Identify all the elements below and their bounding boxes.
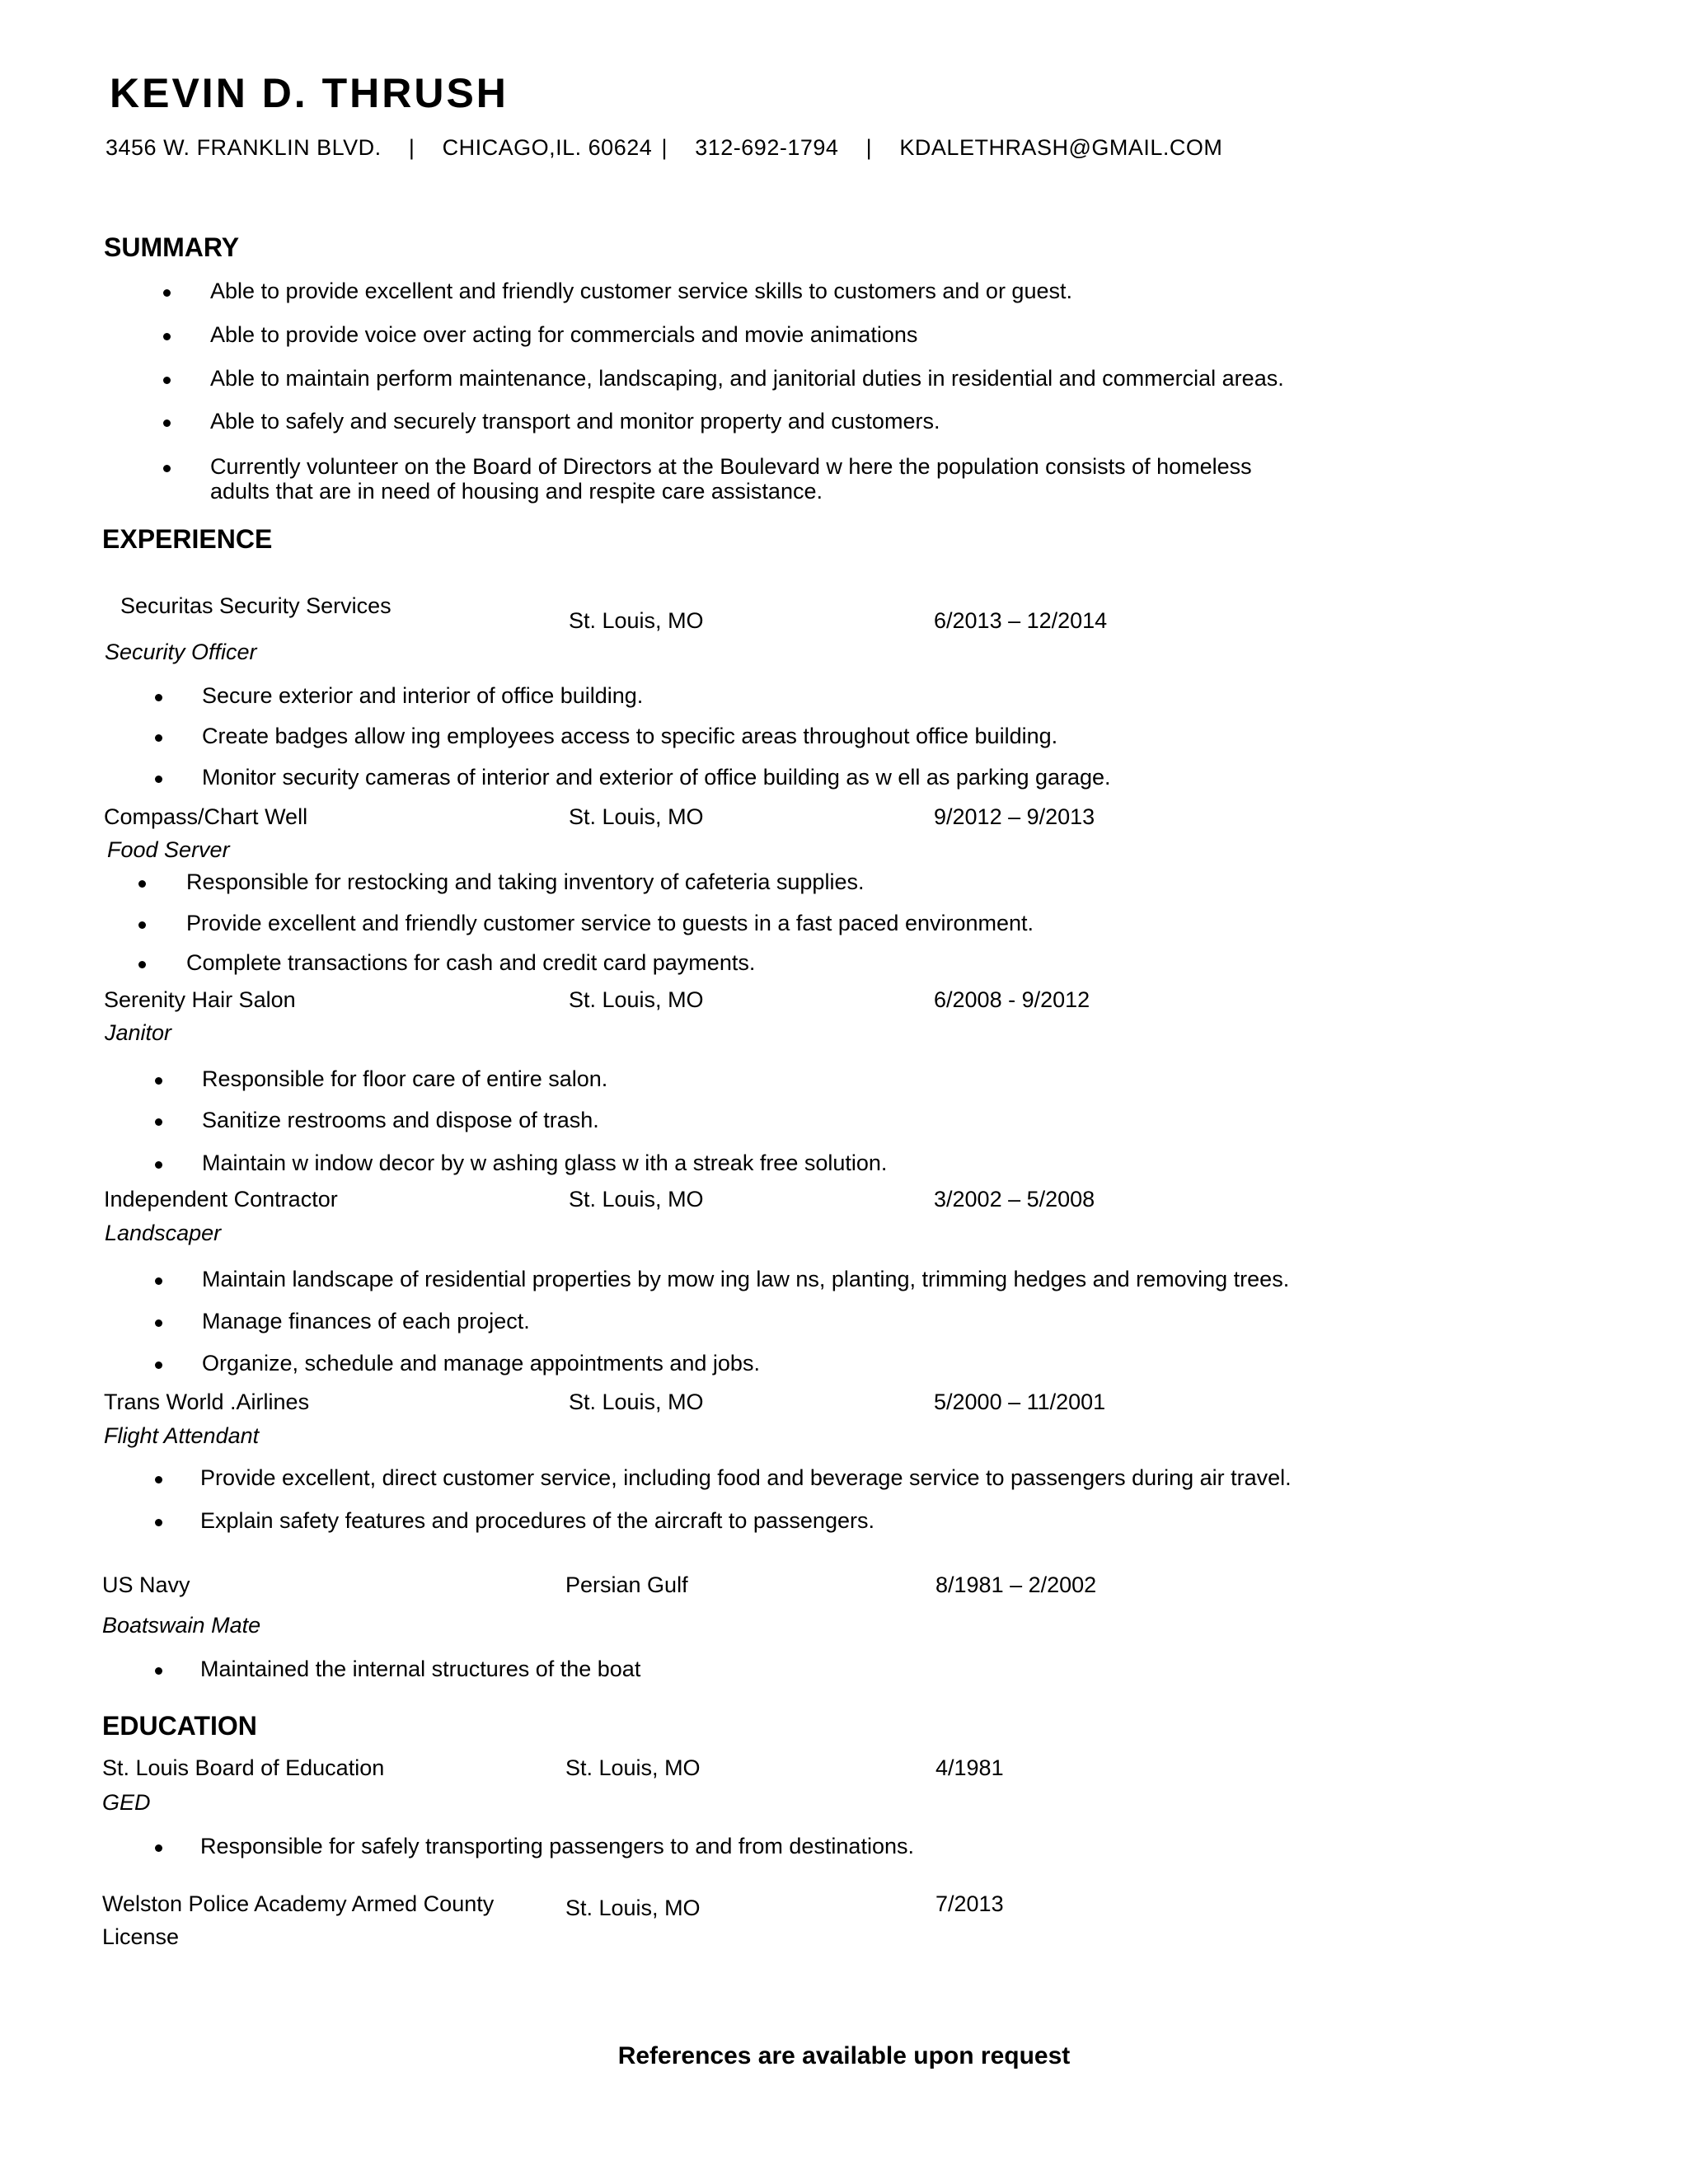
bullet-icon xyxy=(155,1161,162,1169)
job-dates: 5/2000 – 11/2001 xyxy=(934,1390,1106,1414)
job-bullet: Provide excellent and friendly customer service to guests in a fast paced environment. xyxy=(186,911,1034,935)
job-bullet: Responsible for floor care of entire salon. xyxy=(202,1066,608,1091)
education-date: 7/2013 xyxy=(935,1891,1004,1916)
job-location: St. Louis, MO xyxy=(569,1187,704,1212)
bullet-icon xyxy=(163,465,171,472)
education-institution: Welston Police Academy Armed County xyxy=(102,1891,495,1916)
job-title: Food Server xyxy=(107,837,230,862)
references-note: References are available upon request xyxy=(617,2042,1071,2069)
bullet-icon xyxy=(155,1844,162,1852)
job-dates: 6/2008 - 9/2012 xyxy=(934,987,1090,1012)
education-date: 4/1981 xyxy=(935,1755,1004,1780)
bullet-icon xyxy=(138,961,146,968)
job-bullet: Monitor security cameras of interior and exterior of office building as w ell as parking garage. xyxy=(202,765,1111,790)
bullet-icon xyxy=(155,734,162,742)
bullet-icon xyxy=(163,333,171,340)
job-location: St. Louis, MO xyxy=(569,1390,704,1414)
job-dates: 8/1981 – 2/2002 xyxy=(935,1572,1097,1597)
education-credential: GED xyxy=(102,1790,151,1815)
bullet-icon xyxy=(138,921,146,929)
bullet-icon xyxy=(163,377,171,384)
summary-item: Able to maintain perform maintenance, landscaping, and janitorial duties in residential and commercial areas. xyxy=(210,366,1284,391)
job-organization: Serenity Hair Salon xyxy=(104,987,296,1012)
bullet-icon xyxy=(155,1319,162,1327)
email-address: KDALETHRASH@GMAIL.COM xyxy=(899,135,1223,160)
contact-separator: | xyxy=(408,135,415,160)
job-location: St. Louis, MO xyxy=(569,987,704,1012)
job-bullet: Secure exterior and interior of office building. xyxy=(202,683,644,708)
summary-heading: SUMMARY xyxy=(104,232,240,262)
summary-item-continued: adults that are in need of housing and respite care assistance. xyxy=(210,479,823,504)
contact-line xyxy=(106,137,1222,159)
bullet-icon xyxy=(155,1361,162,1369)
summary-item: Able to safely and securely transport and monitor property and customers. xyxy=(210,409,940,434)
bullet-icon xyxy=(155,694,162,701)
job-bullet: Maintain w indow decor by w ashing glass w ith a streak free solution. xyxy=(202,1151,888,1175)
job-location: Persian Gulf xyxy=(565,1572,688,1597)
job-dates: 9/2012 – 9/2013 xyxy=(934,804,1095,829)
contact-separator: | xyxy=(661,135,668,160)
address: 3456 W. FRANKLIN BLVD. xyxy=(106,135,382,160)
job-title: Flight Attendant xyxy=(104,1423,260,1448)
job-title: Boatswain Mate xyxy=(102,1613,261,1638)
bullet-icon xyxy=(155,1519,162,1526)
job-bullet: Manage finances of each project. xyxy=(202,1309,530,1333)
job-location: St. Louis, MO xyxy=(569,608,704,633)
city-state-zip: CHICAGO,IL. 60624 xyxy=(442,135,653,160)
bullet-icon xyxy=(155,1118,162,1126)
contact-separator: | xyxy=(865,135,873,160)
bullet-icon xyxy=(155,1667,162,1675)
job-organization: Compass/Chart Well xyxy=(104,804,308,829)
job-bullet: Maintain landscape of residential properties by mow ing law ns, planting, trimming hedges and removing trees. xyxy=(202,1267,1290,1291)
education-location: St. Louis, MO xyxy=(565,1896,701,1920)
job-bullet: Responsible for restocking and taking inventory of cafeteria supplies. xyxy=(186,869,865,894)
education-heading: EDUCATION xyxy=(102,1711,257,1741)
summary-item: Able to provide voice over acting for commercials and movie animations xyxy=(210,322,918,347)
job-title: Landscaper xyxy=(105,1221,222,1245)
job-dates: 6/2013 – 12/2014 xyxy=(934,608,1108,633)
bullet-icon xyxy=(155,1476,162,1483)
bullet-icon xyxy=(163,289,171,297)
education-bullet: Responsible for safely transporting passengers to and from destinations. xyxy=(200,1834,914,1858)
education-location: St. Louis, MO xyxy=(565,1755,701,1780)
job-organization: Independent Contractor xyxy=(104,1187,338,1212)
phone-number: 312-692-1794 xyxy=(695,135,839,160)
job-dates: 3/2002 – 5/2008 xyxy=(934,1187,1095,1212)
job-bullet: Complete transactions for cash and credit card payments. xyxy=(186,950,756,975)
job-bullet: Sanitize restrooms and dispose of trash. xyxy=(202,1108,599,1132)
job-organization: US Navy xyxy=(102,1572,190,1597)
job-organization: Trans World .Airlines xyxy=(104,1390,310,1414)
bullet-icon xyxy=(138,880,146,888)
job-title: Janitor xyxy=(105,1020,172,1045)
bullet-icon xyxy=(155,776,162,783)
bullet-icon xyxy=(155,1077,162,1085)
job-title: Security Officer xyxy=(105,640,257,664)
job-bullet: Maintained the internal structures of the boat xyxy=(200,1657,641,1681)
job-bullet: Explain safety features and procedures of the aircraft to passengers. xyxy=(200,1508,874,1533)
bullet-icon xyxy=(163,419,171,427)
education-institution: St. Louis Board of Education xyxy=(102,1755,385,1780)
education-institution-continued: License xyxy=(102,1924,180,1949)
summary-item: Able to provide excellent and friendly customer service skills to customers and or guest. xyxy=(210,279,1072,303)
summary-item: Currently volunteer on the Board of Directors at the Boulevard w here the population consists of homeless xyxy=(210,454,1252,479)
job-bullet: Organize, schedule and manage appointments and jobs. xyxy=(202,1351,760,1376)
candidate-name: KEVIN D. THRUSH xyxy=(110,70,509,116)
experience-heading: EXPERIENCE xyxy=(102,524,273,554)
job-location: St. Louis, MO xyxy=(569,804,704,829)
job-bullet: Create badges allow ing employees access to specific areas throughout office building. xyxy=(202,724,1058,748)
bullet-icon xyxy=(155,1277,162,1285)
job-organization: Securitas Security Services xyxy=(120,593,392,618)
job-bullet: Provide excellent, direct customer service, including food and beverage service to passengers during air travel. xyxy=(200,1465,1292,1490)
